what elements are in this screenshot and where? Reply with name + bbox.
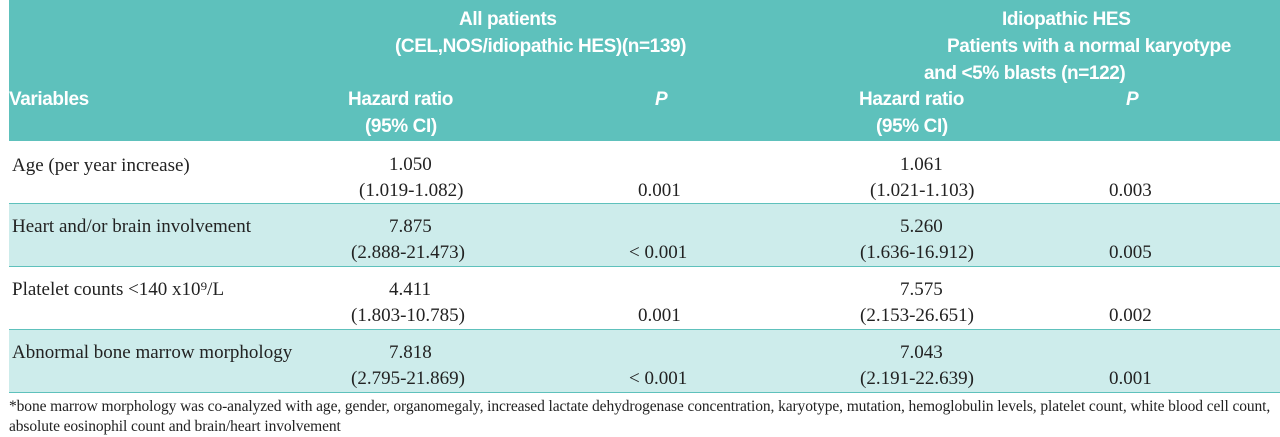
p2-cell: 0.001 [1109,368,1152,389]
p-header-1: P [655,89,668,110]
hazard-ratio-header-2: Hazard ratio [859,89,965,110]
group2-title-line2: Patients with a normal karyotype [947,36,1231,57]
footnote: *bone marrow morphology was co-analyzed with age, gender, organomegaly, increased lactate dehydrogenase concentration, karyotype, mutation, hemoglobulin levels, platelet count, white blood cell count, absolute eosinophil count and brain/heart involvement [9,398,1271,435]
p2-cell: 0.003 [1109,180,1152,201]
p1-cell: 0.001 [638,305,681,326]
variable-cell: Abnormal bone marrow morphology [12,342,293,363]
group2-title-line3: and <5% blasts (n=122) [924,63,1126,84]
hr2-cell: 7.575 [900,279,943,300]
ci1-cell: (2.888-21.473) [351,242,465,263]
ci1-cell: (2.795-21.869) [351,368,465,389]
ci2-cell: (1.636-16.912) [860,242,974,263]
results-table [9,0,1280,393]
table-header [9,0,1280,141]
hr1-cell: 4.411 [389,279,432,300]
variables-header: Variables [9,89,89,110]
ci-header-1: (95% CI) [365,116,437,137]
p1-cell: < 0.001 [629,242,688,263]
p2-cell: 0.002 [1109,305,1152,326]
p2-cell: 0.005 [1109,242,1152,263]
variable-cell: Heart and/or brain involvement [12,216,252,237]
hr2-cell: 1.061 [900,154,943,175]
ci2-cell: (2.191-22.639) [860,368,974,389]
hr1-cell: 7.818 [389,342,432,363]
table-row [9,141,1280,204]
variable-cell: Platelet counts <140 x10⁹/L [12,279,225,300]
p-header-2: P [1126,89,1139,110]
ci1-cell: (1.803-10.785) [351,305,465,326]
hr1-cell: 1.050 [389,154,432,175]
ci-header-2: (95% CI) [876,116,948,137]
ci2-cell: (2.153-26.651) [860,305,974,326]
table-row [9,330,1280,393]
table-row [9,267,1280,330]
hr1-cell: 7.875 [389,216,432,237]
ci2-cell: (1.021-1.103) [870,180,975,201]
hr2-cell: 5.260 [900,216,943,237]
ci1-cell: (1.019-1.082) [359,180,464,201]
p1-cell: 0.001 [638,180,681,201]
p1-cell: < 0.001 [629,368,688,389]
variable-cell: Age (per year increase) [12,155,190,176]
table-row [9,204,1280,267]
group1-title-line2: (CEL,NOS/idiopathic HES)(n=139) [395,36,687,57]
hazard-ratio-header-1: Hazard ratio [348,89,454,110]
group2-title-line1: Idiopathic HES [1002,9,1131,30]
group1-title-line1: All patients [459,9,557,30]
hr2-cell: 7.043 [900,342,943,363]
